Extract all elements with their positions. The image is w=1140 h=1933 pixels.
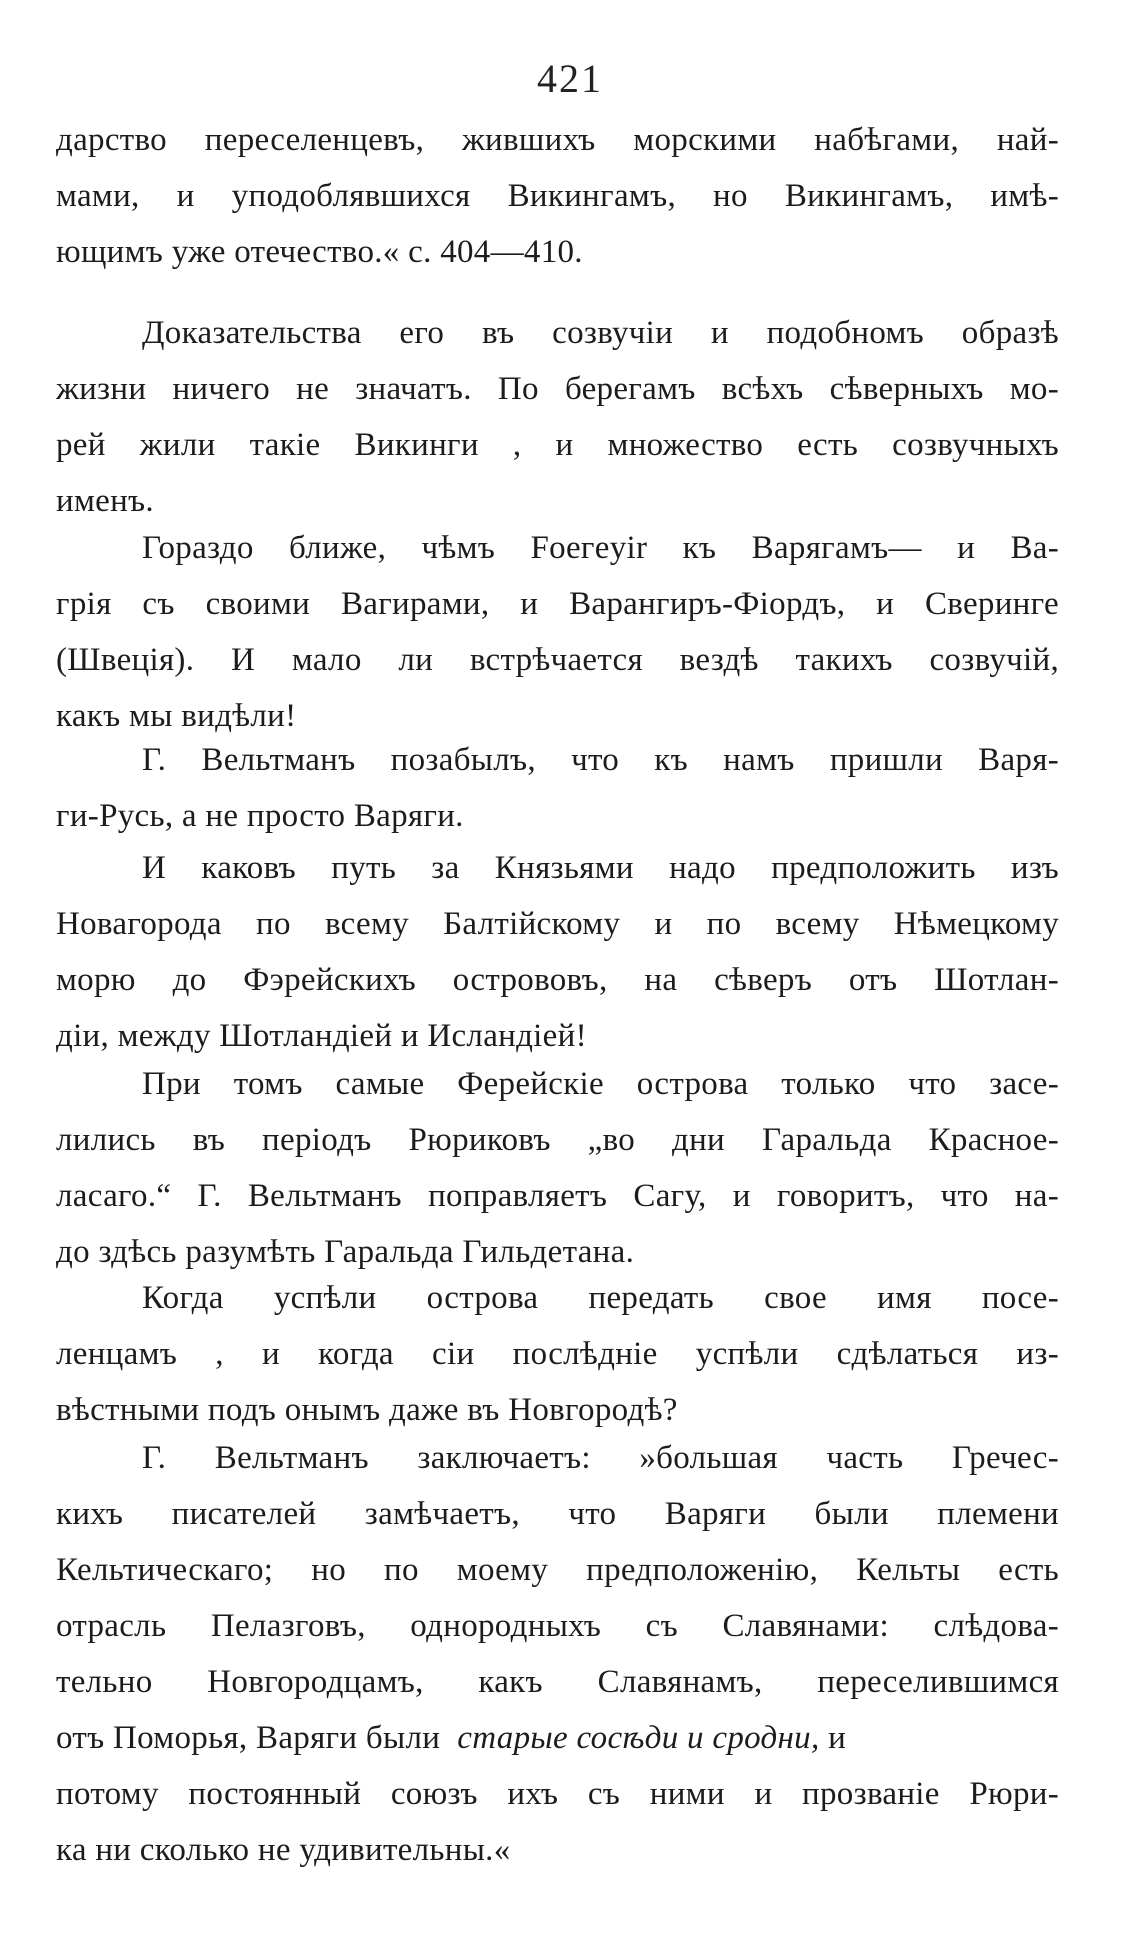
text-line: Когда успѣли острова передать свое имя посе- (142, 1280, 1059, 1316)
text-line: Кельтическаго; но по моему предположенію, Кельты есть (56, 1552, 1059, 1588)
text-line: ющимъ уже отечество.« с. 404—410. (56, 234, 583, 270)
paragraph-8 (56, 1430, 1059, 1878)
paragraph-6 (56, 1056, 1059, 1280)
paragraph-2 (56, 305, 1059, 529)
text-line-mixed (56, 1710, 1059, 1766)
text-line: кихъ писателей замѣчаетъ, что Варяги были племени (56, 1496, 1059, 1532)
text-line: дарство переселенцевъ, жившихъ морскими набѣгами, най- (56, 122, 1059, 158)
paragraph-3 (56, 520, 1059, 744)
text-segment: отъ Поморья, Варяги были (56, 1720, 441, 1756)
text-line: Гораздо ближе, чѣмъ Foeгeyir къ Варягамъ— и Ва- (142, 530, 1059, 566)
text-line: ленцамъ , и когда сіи послѣдніе успѣли сдѣлаться из- (56, 1336, 1059, 1372)
text-line: ги-Русь, а не просто Варяги. (56, 798, 464, 834)
text-line: лились въ періодъ Рюриковъ „во дни Гаральда Красное- (56, 1122, 1059, 1158)
text-line: отрасль Пелазговъ, однородныхъ съ Славянами: слѣдова- (56, 1608, 1059, 1644)
text-line: мами, и уподоблявшихся Викингамъ, но Викингамъ, имѣ- (56, 178, 1059, 214)
text-line: до здѣсь разумѣть Гаральда Гильдетана. (56, 1234, 635, 1270)
italic-segment: старые сосѣди и сродни, (457, 1720, 820, 1756)
text-line: При томъ самые Ферейскіе острова только что засе- (142, 1066, 1059, 1102)
text-line: жизни ничего не значатъ. По берегамъ всѣхъ сѣверныхъ мо- (56, 371, 1059, 407)
page-number: 421 (537, 56, 603, 101)
text-line: Г. Вельтманъ заключаетъ: »большая часть Гречес- (142, 1440, 1059, 1476)
text-line: морю до Фэрейскихъ острововъ, на сѣверъ отъ Шотлан- (56, 962, 1059, 998)
paragraph-7 (56, 1270, 1059, 1438)
text-line: Доказательства его въ созвучіи и подобномъ образѣ (142, 315, 1059, 351)
paragraph-1 (56, 112, 1059, 280)
paragraph-4 (56, 732, 1059, 844)
text-line: діи, между Шотландіей и Исландіей! (56, 1018, 587, 1054)
paragraph-5 (56, 840, 1059, 1064)
text-line: Г. Вельтманъ позабылъ, что къ намъ пришли Варя- (142, 742, 1059, 778)
text-line: потому постоянный союзъ ихъ съ ними и прозваніе Рюри- (56, 1776, 1059, 1812)
text-line: именъ. (56, 483, 154, 519)
text-line: вѣстными подъ онымъ даже въ Новгородѣ? (56, 1392, 678, 1428)
text-line: И каковъ путь за Князьями надо предположить изъ (142, 850, 1059, 886)
text-line: ка ни сколько не удивительны.« (56, 1832, 511, 1868)
text-line: ласаго.“ Г. Вельтманъ поправляетъ Сагу, и говоритъ, что на- (56, 1178, 1059, 1214)
text-line: Новагорода по всему Балтійскому и по всему Нѣмецкому (56, 906, 1059, 942)
text-line: рей жили такіе Викинги , и множество есть созвучныхъ (56, 427, 1059, 463)
text-line: какъ мы видѣли! (56, 698, 297, 734)
text-segment: и (828, 1720, 847, 1756)
text-line: (Швеція). И мало ли встрѣчается вездѣ такихъ созвучій, (56, 642, 1059, 678)
text-line: тельно Новгородцамъ, какъ Славянамъ, переселившимся (56, 1664, 1059, 1700)
text-line: грія съ своими Вагирами, и Варангиръ-Фіордъ, и Сверинге (56, 586, 1059, 622)
